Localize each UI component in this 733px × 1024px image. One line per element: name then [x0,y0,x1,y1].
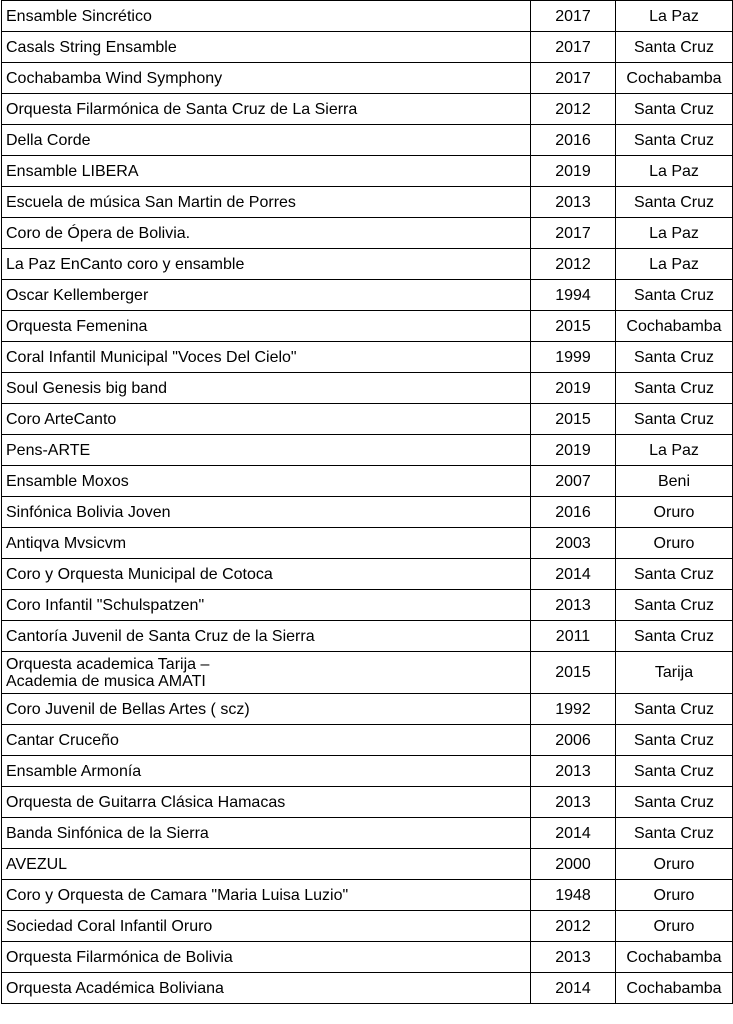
founded-year-cell: 2003 [531,528,616,559]
founded-year-cell: 1999 [531,342,616,373]
city-cell: Santa Cruz [616,756,733,787]
city-cell: Cochabamba [616,973,733,1004]
city-cell: Santa Cruz [616,787,733,818]
city-cell: Santa Cruz [616,621,733,652]
ensemble-name-cell [2,156,531,187]
ensembles-table [1,0,733,1004]
ensemble-name-cell [2,559,531,590]
founded-year-cell: 1992 [531,694,616,725]
table-row [2,125,733,156]
ensembles-table-body [2,1,733,1004]
city-cell: La Paz [616,156,733,187]
city-cell: La Paz [616,435,733,466]
ensemble-name-cell [2,911,531,942]
ensemble-name: Sinfónica Bolivia Joven [6,503,171,521]
founded-year-cell: 2014 [531,818,616,849]
ensemble-name-cell [2,218,531,249]
founded-year-cell: 2019 [531,373,616,404]
ensemble-name-cell [2,32,531,63]
table-row [2,218,733,249]
table-row [2,973,733,1004]
table-row [2,187,733,218]
city-cell: Oruro [616,528,733,559]
table-row [2,528,733,559]
city-cell: Santa Cruz [616,125,733,156]
ensemble-name-cell [2,342,531,373]
city-cell: La Paz [616,249,733,280]
city-cell: Oruro [616,911,733,942]
ensemble-name: Orquesta Filarmónica de Santa Cruz de La Sierra [6,100,358,118]
table-row [2,911,733,942]
table-row [2,466,733,497]
founded-year-cell: 2011 [531,621,616,652]
city-cell: La Paz [616,1,733,32]
founded-year-cell: 2017 [531,32,616,63]
ensemble-name-cell [2,528,531,559]
founded-year-cell: 2015 [531,311,616,342]
ensemble-name-cell [2,1,531,32]
founded-year-cell: 2000 [531,849,616,880]
table-row [2,652,733,694]
ensemble-name: Sociedad Coral Infantil Oruro [6,917,213,935]
founded-year-cell: 2012 [531,249,616,280]
ensemble-name-cell [2,973,531,1004]
table-row [2,156,733,187]
table-row [2,756,733,787]
city-cell: Santa Cruz [616,590,733,621]
founded-year-cell: 2016 [531,125,616,156]
ensemble-name-cell [2,694,531,725]
table-row [2,1,733,32]
ensemble-name: Orquesta Femenina [6,317,148,335]
ensemble-name: Escuela de música San Martin de Porres [6,193,296,211]
city-cell: Oruro [616,880,733,911]
ensemble-name-cell [2,125,531,156]
ensemble-name-cell [2,756,531,787]
founded-year-cell: 2019 [531,435,616,466]
ensemble-name-cell [2,466,531,497]
city-cell: Santa Cruz [616,373,733,404]
city-cell: Tarija [616,652,733,694]
founded-year-cell: 2017 [531,1,616,32]
table-row [2,621,733,652]
ensemble-name: Orquesta de Guitarra Clásica Hamacas [6,793,286,811]
ensemble-name: Ensamble Armonía [6,762,142,780]
city-cell: Santa Cruz [616,342,733,373]
ensemble-name-cell [2,818,531,849]
founded-year-cell: 2007 [531,466,616,497]
city-cell: Santa Cruz [616,32,733,63]
ensemble-name-cell [2,63,531,94]
founded-year-cell: 1948 [531,880,616,911]
founded-year-cell: 2012 [531,911,616,942]
ensemble-name: Orquesta academica Tarija – [6,655,210,673]
ensemble-name: Coro y Orquesta de Camara "Maria Luisa Luzio" [6,886,349,904]
founded-year-cell: 2016 [531,497,616,528]
ensemble-name: Coro ArteCanto [6,410,117,428]
founded-year-cell: 2014 [531,559,616,590]
ensemble-name: Cantar Cruceño [6,731,119,749]
ensemble-name: Orquesta Académica Boliviana [6,979,224,997]
table-row [2,880,733,911]
founded-year-cell: 1994 [531,280,616,311]
table-row [2,373,733,404]
founded-year-cell: 2019 [531,156,616,187]
ensemble-name: Soul Genesis big band [6,379,167,397]
ensemble-name-cell [2,280,531,311]
founded-year-cell: 2013 [531,756,616,787]
city-cell: Santa Cruz [616,725,733,756]
ensemble-name-cell [2,787,531,818]
ensemble-name-cell [2,94,531,125]
ensemble-name-cell [2,311,531,342]
ensemble-name-cell [2,652,531,694]
founded-year-cell: 2014 [531,973,616,1004]
table-row [2,249,733,280]
city-cell: Santa Cruz [616,94,733,125]
table-row [2,311,733,342]
ensemble-name: Pens-ARTE [6,441,91,459]
ensemble-name-cell [2,435,531,466]
founded-year-cell: 2013 [531,942,616,973]
table-row [2,725,733,756]
founded-year-cell: 2006 [531,725,616,756]
ensemble-name-cell [2,404,531,435]
city-cell: Santa Cruz [616,404,733,435]
table-row [2,694,733,725]
table-row [2,404,733,435]
ensemble-name-cell [2,942,531,973]
ensemble-name-cell [2,590,531,621]
city-cell: Cochabamba [616,311,733,342]
city-cell: Santa Cruz [616,187,733,218]
table-row [2,849,733,880]
founded-year-cell: 2012 [531,94,616,125]
ensemble-name-cell [2,373,531,404]
ensemble-name-cell [2,725,531,756]
ensemble-name: Coral Infantil Municipal "Voces Del Cielo" [6,348,297,366]
ensemble-name-cell [2,849,531,880]
table-row [2,280,733,311]
ensemble-name: Coro de Ópera de Bolivia. [6,224,191,242]
city-cell: Oruro [616,849,733,880]
table-row [2,342,733,373]
table-row [2,818,733,849]
table-row [2,559,733,590]
ensemble-name: Casals String Ensamble [6,38,177,56]
city-cell: Santa Cruz [616,694,733,725]
ensemble-name: Ensamble Sincrético [6,7,152,25]
ensemble-name: Orquesta Filarmónica de Bolivia [6,948,233,966]
city-cell: Santa Cruz [616,559,733,590]
city-cell: Beni [616,466,733,497]
table-row [2,94,733,125]
table-row [2,32,733,63]
ensemble-name-cell [2,621,531,652]
ensemble-name-cell [2,880,531,911]
city-cell: Santa Cruz [616,280,733,311]
ensemble-name: Cochabamba Wind Symphony [6,69,223,87]
city-cell: Cochabamba [616,63,733,94]
ensemble-name: Cantoría Juvenil de Santa Cruz de la Sierra [6,627,315,645]
ensemble-name-cell [2,249,531,280]
ensemble-name: Della Corde [6,131,91,149]
ensemble-name: Coro Juvenil de Bellas Artes ( scz) [6,700,250,718]
ensemble-name: Antiqva Mvsicvm [6,534,127,552]
ensemble-name: Ensamble Moxos [6,472,129,490]
city-cell: La Paz [616,218,733,249]
founded-year-cell: 2013 [531,787,616,818]
city-cell: Santa Cruz [616,818,733,849]
founded-year-cell: 2013 [531,590,616,621]
founded-year-cell: 2013 [531,187,616,218]
ensemble-name-cell [2,187,531,218]
table-row [2,63,733,94]
ensemble-name: Ensamble LIBERA [6,162,139,180]
table-row [2,942,733,973]
table-row [2,590,733,621]
table-row [2,497,733,528]
ensemble-name-cell [2,497,531,528]
ensemble-name: AVEZUL [6,855,68,873]
city-cell: Cochabamba [616,942,733,973]
founded-year-cell: 2017 [531,63,616,94]
ensemble-name: Coro Infantil "Schulspatzen" [6,596,205,614]
ensemble-name: Academia de musica AMATI [6,672,206,690]
city-cell: Oruro [616,497,733,528]
founded-year-cell: 2015 [531,404,616,435]
table-row [2,435,733,466]
founded-year-cell: 2017 [531,218,616,249]
ensemble-name: Coro y Orquesta Municipal de Cotoca [6,565,273,583]
ensemble-name: Oscar Kellemberger [6,286,149,304]
ensemble-name: La Paz EnCanto coro y ensamble [6,255,245,273]
ensemble-name: Banda Sinfónica de la Sierra [6,824,209,842]
founded-year-cell: 2015 [531,652,616,694]
table-row [2,787,733,818]
